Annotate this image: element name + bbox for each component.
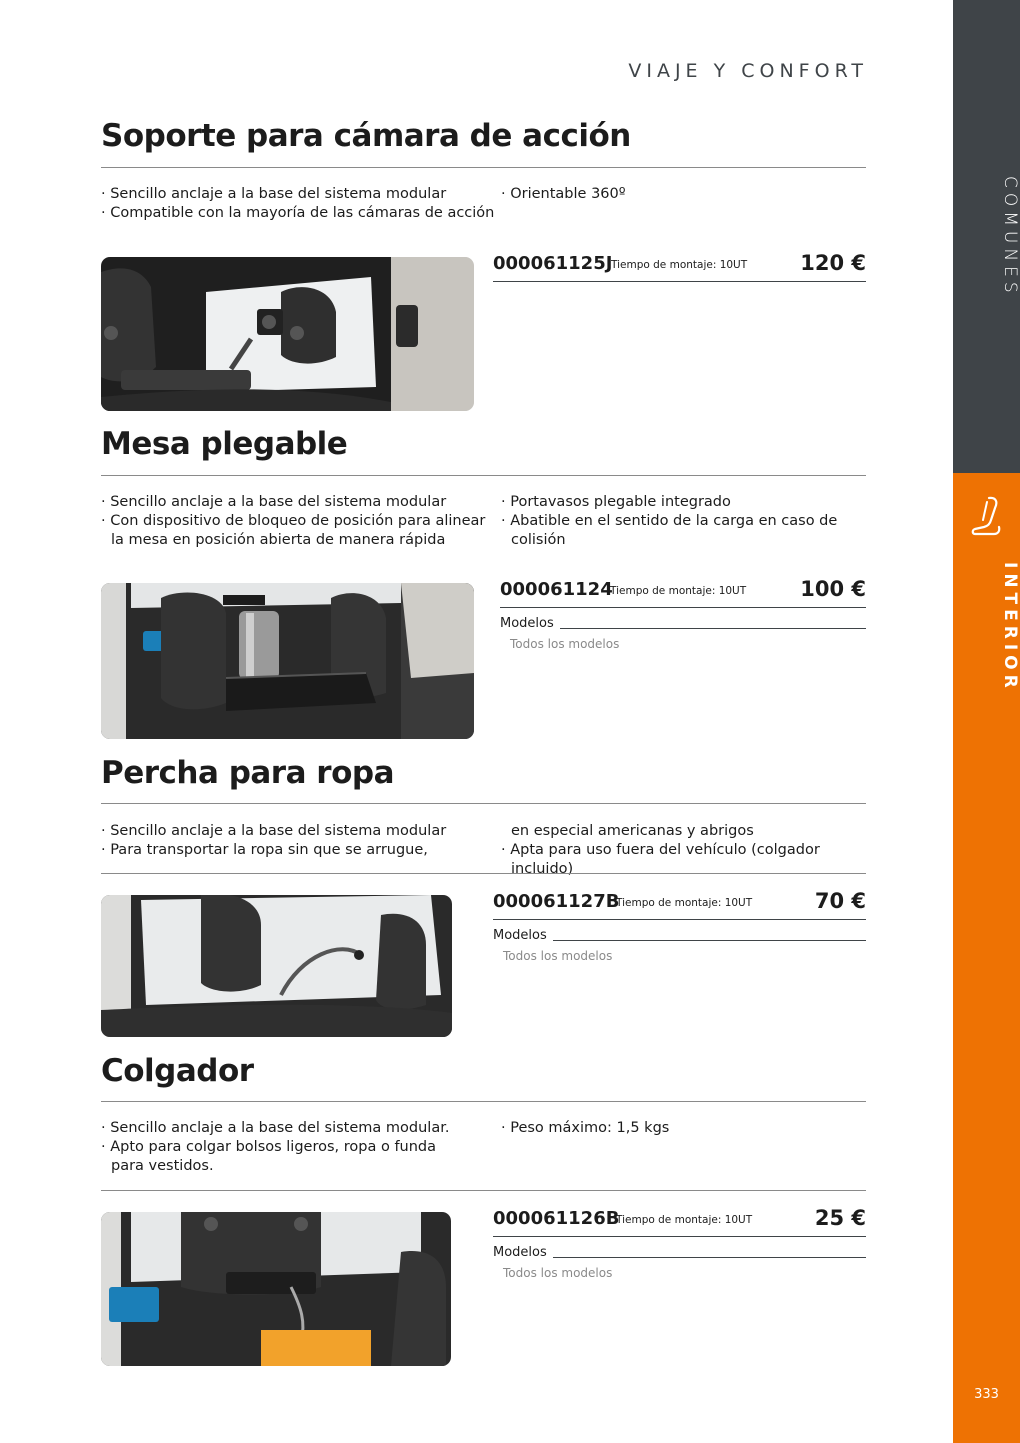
product-title: Colgador [101, 1053, 254, 1089]
section-header: VIAJE Y CONFORT [628, 60, 868, 82]
title-divider [101, 475, 866, 476]
sidebar-label-comunes: COMUNES [1000, 176, 1020, 298]
product-title: Mesa plegable [101, 426, 348, 462]
product-title: Soporte para cámara de acción [101, 118, 631, 154]
seat-icon [969, 494, 1003, 538]
page-number: 333 [974, 1387, 999, 1402]
price: 100 € [800, 577, 866, 601]
feature-item: · Sencillo anclaje a la base del sistema modular [101, 494, 447, 510]
title-divider [101, 1101, 866, 1102]
product-colgador [101, 1053, 866, 1368]
models-row [493, 1245, 866, 1265]
price: 120 € [800, 251, 866, 275]
feature-item: la mesa en posición abierta de manera rápida [111, 532, 446, 548]
feature-item: · Sencillo anclaje a la base del sistema modular. [101, 1120, 450, 1136]
models-label: Modelos [493, 1245, 553, 1260]
product-soporte-camara [101, 118, 866, 413]
feature-item: · Compatible con la mayoría de las cámaras de acción [101, 205, 495, 221]
models-row [500, 616, 866, 636]
feature-list-left [101, 493, 485, 550]
feature-item: en especial americanas y abrigos [511, 823, 754, 839]
feature-list-left [101, 822, 446, 860]
models-label: Modelos [493, 928, 553, 943]
feature-item: · Orientable 360º [501, 186, 626, 202]
reference-row [493, 253, 866, 282]
title-divider [101, 167, 866, 168]
section-divider [101, 873, 866, 874]
feature-item: · Para transportar la ropa sin que se arrugue, [101, 842, 428, 858]
models-value: Todos los modelos [510, 637, 620, 651]
feature-item: · Abatible en el sentido de la carga en caso de colisión [501, 513, 838, 548]
models-label: Modelos [500, 616, 560, 631]
feature-list-left [101, 1119, 449, 1176]
mounting-time: Tiempo de montaje: 10UT [610, 585, 747, 597]
feature-item: para vestidos. [111, 1158, 214, 1174]
product-photo [101, 895, 452, 1037]
product-mesa-plegable [101, 426, 866, 742]
sidebar-label-interior: INTERIOR [1000, 562, 1020, 693]
reference-code: 000061124 [500, 579, 613, 600]
product-photo [101, 583, 474, 739]
models-value: Todos los modelos [503, 949, 613, 963]
feature-item: · Sencillo anclaje a la base del sistema modular [101, 186, 447, 202]
feature-list-right [501, 493, 866, 550]
feature-list-right [501, 822, 866, 879]
feature-list-right [501, 185, 626, 204]
mounting-time: Tiempo de montaje: 10UT [611, 259, 748, 271]
feature-item: · Portavasos plegable integrado [501, 494, 731, 510]
feature-item: · Sencillo anclaje a la base del sistema modular [101, 823, 447, 839]
reference-row [493, 1208, 866, 1237]
product-photo [101, 1212, 451, 1366]
price: 25 € [814, 1206, 866, 1230]
feature-item: · Apta para uso fuera del vehículo (colgador incluido) [501, 842, 820, 877]
feature-list-right [501, 1119, 669, 1138]
feature-item: · Apto para colgar bolsos ligeros, ropa o funda [101, 1139, 437, 1155]
section-divider [101, 1190, 866, 1191]
models-row [493, 928, 866, 948]
reference-code: 000061125J [493, 253, 613, 274]
feature-item: · Con dispositivo de bloqueo de posición para alinear [101, 513, 486, 529]
product-percha-ropa [101, 755, 866, 1040]
reference-row [500, 579, 866, 608]
feature-item: · Peso máximo: 1,5 kgs [501, 1120, 670, 1136]
feature-list-left [101, 185, 494, 223]
title-divider [101, 803, 866, 804]
reference-row [493, 891, 866, 920]
product-title: Percha para ropa [101, 755, 394, 791]
reference-code: 000061126B [493, 1208, 620, 1229]
mounting-time: Tiempo de montaje: 10UT [616, 1214, 753, 1226]
reference-code: 000061127B [493, 891, 620, 912]
price: 70 € [814, 889, 866, 913]
product-photo [101, 257, 474, 411]
mounting-time: Tiempo de montaje: 10UT [616, 897, 753, 909]
models-value: Todos los modelos [503, 1266, 613, 1280]
